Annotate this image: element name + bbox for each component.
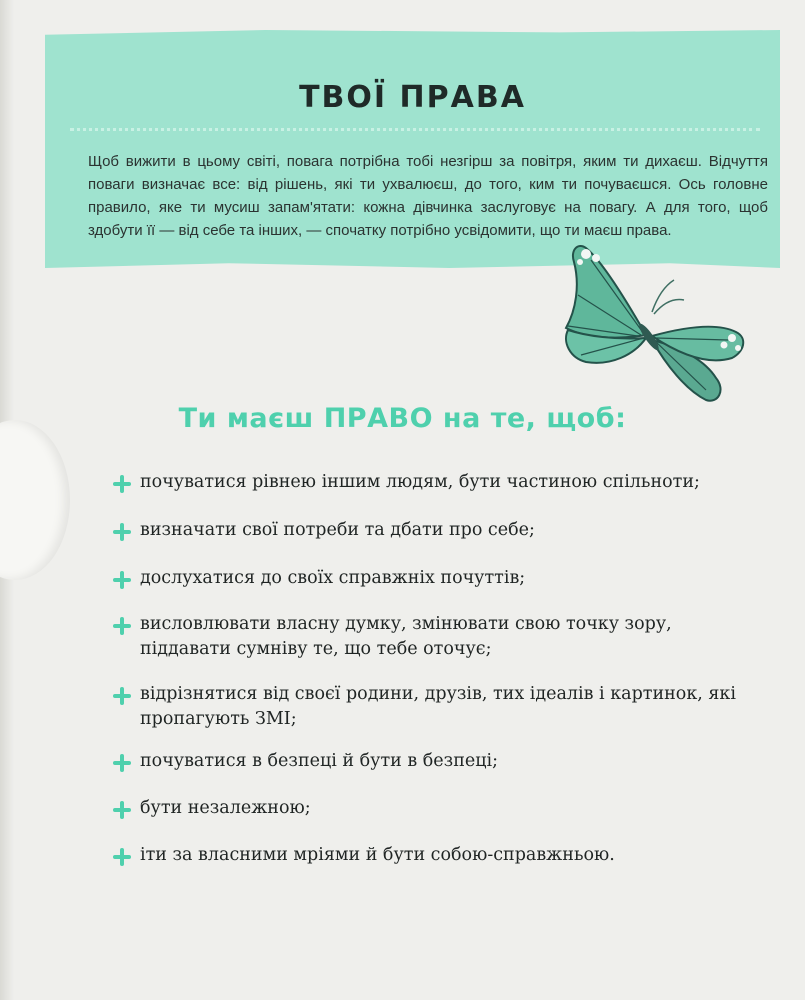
plus-icon <box>112 615 132 637</box>
list-item <box>112 612 752 662</box>
list-item <box>112 470 752 495</box>
list-item <box>112 749 752 774</box>
list-item <box>112 682 752 732</box>
plus-icon <box>112 752 132 774</box>
butterfly-icon <box>556 240 756 405</box>
plus-icon <box>112 521 132 543</box>
plus-icon <box>112 799 132 821</box>
rights-heading: Ти маєш ПРАВО на те, щоб: <box>178 403 627 434</box>
list-item <box>112 566 752 591</box>
list-item-text: висловлювати власну думку, змінювати свою точку зору, піддавати сумніву те, що тебе оточує; <box>140 614 672 659</box>
list-item-text: почуватися в безпеці й бути в безпеці; <box>140 751 498 771</box>
list-item-text: бути незалежною; <box>140 798 311 818</box>
intro-title: ТВОЇ ПРАВА <box>299 80 526 115</box>
list-item-text: почуватися рівнею іншим людям, бути частиною спільноти; <box>140 472 700 492</box>
list-item-text: іти за власними мріями й бути собою-справжньою. <box>140 845 615 865</box>
list-item-text: відрізнятися від своєї родини, друзів, тих ідеалів і картинок, які пропагують ЗМІ; <box>140 684 736 729</box>
page-thumb-notch <box>0 420 70 580</box>
plus-icon <box>112 685 132 707</box>
plus-icon <box>112 846 132 868</box>
list-item <box>112 518 752 543</box>
dotted-divider <box>70 128 760 131</box>
plus-icon <box>112 473 132 495</box>
plus-icon <box>112 569 132 591</box>
intro-text: Щоб вижити в цьому світі, повага потрібна тобі незгірш за повітря, яким ти дихаєш. Відчуття поваги визначає все: від рішень, які ти ухвалюєш, до того, ким ти почуваєшся. Ось головне правило, яке ти мусиш запам'ятати: кожна дівчинка заслуговує на повагу. А для того, щоб здобути її — від себе та інших, — спочатку потрібно усвідомити, що ти маєш права. <box>88 153 768 239</box>
list-item-text: дослухатися до своїх справжніх почуттів; <box>140 568 526 588</box>
list-item-text: визначати свої потреби та дбати про себе; <box>140 520 535 540</box>
list-item <box>112 796 752 821</box>
list-item <box>112 843 752 868</box>
